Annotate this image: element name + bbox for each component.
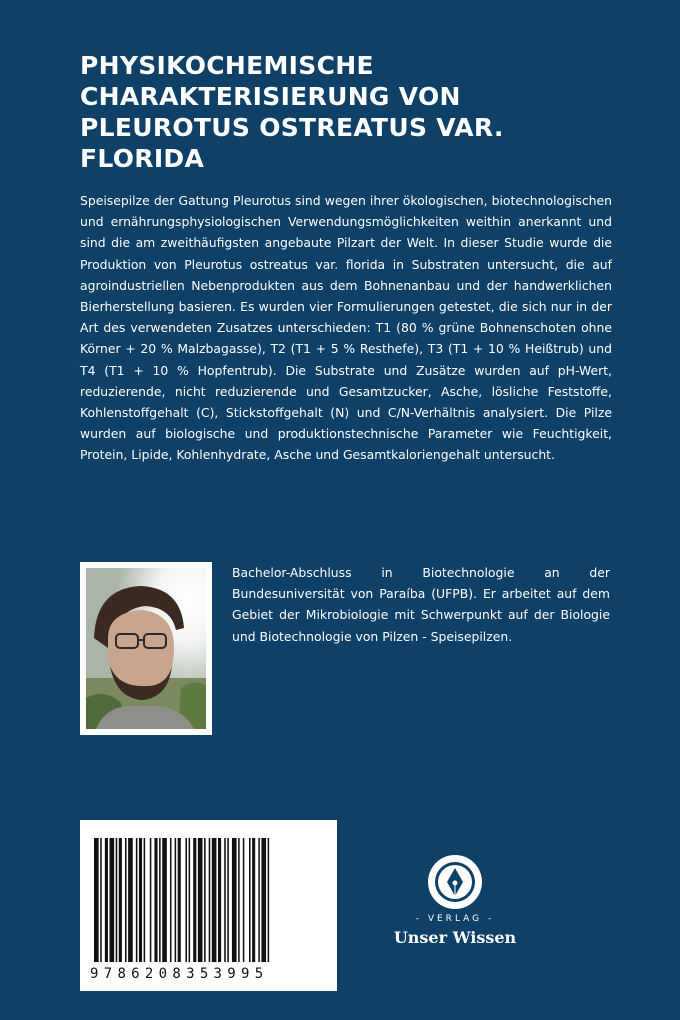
barcode-bar (252, 838, 255, 962)
barcode-bar (110, 838, 115, 962)
barcode-bar (175, 838, 177, 962)
barcode-bar (261, 838, 266, 962)
barcode-bar (243, 838, 245, 962)
barcode-bar (125, 838, 127, 962)
barcode-bar (159, 838, 161, 962)
barcode-bar (238, 838, 240, 962)
barcode-bar (268, 838, 270, 962)
barcode-bar (232, 838, 237, 962)
barcode-bar (185, 838, 187, 962)
barcode-bar (198, 838, 203, 962)
isbn-number: 9786208353995 (90, 966, 269, 982)
barcode-bar (178, 838, 181, 962)
publisher-label: - VERLAG - (415, 914, 495, 924)
barcode-bar (212, 838, 217, 962)
barcode-bar (128, 838, 133, 962)
barcode-bar (249, 838, 251, 962)
barcode-bar (139, 838, 142, 962)
barcode-bar (136, 838, 138, 962)
barcode-bar (224, 838, 226, 962)
barcode-bar (154, 838, 157, 962)
barcode-bar (227, 838, 229, 962)
barcode-bar (162, 838, 167, 962)
barcode-bar (189, 838, 191, 962)
barcode-bar (204, 838, 206, 962)
author-photo (80, 562, 212, 735)
barcode-bar (144, 838, 146, 962)
barcode-bar (170, 838, 172, 962)
author-photo-image (86, 568, 206, 729)
author-bio: Bachelor-Abschluss in Biotechnologie an der Bundesuniversität von Paraíba (UFPB). Er arbeitet auf dem Gebiet der Mikrobiologie mit Schwerpunkt auf der Biologie und Biotechnologie von Pilzen - Speisepilzen. (232, 565, 610, 644)
barcode-bar (116, 838, 118, 962)
barcode-bar (258, 838, 260, 962)
barcode-bar (218, 838, 221, 962)
abstract-text: Speisepilze der Gattung Pleurotus sind wegen ihrer ökologischen, biotechnologischen und ernährungsphysiologischen Verwendungsmöglichkeiten weithin anerkannt und sind die am zweithäufigsten angebaute Pilzart der Welt. In dieser Studie wurde die Produktion von Pleurotus ostreatus var. florida in Substraten untersucht, die auf agroindustriellen Nebenprodukten aus dem Bohnenanbau und der handwerklichen Bierherstellung basieren. Es wurden vier Formulierungen getestet, die sich nur in der Art des verwendeten Zusatzes unterschieden: T1 (80 % grüne Bohnenschoten ohne Körner + 20 % Malzbagasse), T2 (T1 + 5 % Resthefe), T3 (T1 + 10 % Heißtrub) und T4 (T1 + 10 % Hopfentrub). Die Substrate und Zusätze wurden auf pH-Wert, reduzierende, nicht reduzierende und Gesamtzucker, Asche, lösliche Feststoffe, Kohlenstoffgehalt (C), Stickstoffgehalt (N) und C/N-Verhältnis analysiert. Die Pilze wurden auf biologische und produktionstechnische Parameter wie Feuchtigkeit, Protein, Lipide, Kohlenhydrate, Asche und Gesamtkaloriengehalt untersucht. (80, 193, 612, 463)
barcode-bar (193, 838, 196, 962)
barcode-bar (150, 838, 152, 962)
barcode-bar (119, 838, 122, 962)
barcode-bar (100, 838, 102, 962)
barcode-bar (105, 838, 108, 962)
pen-nib-seal-icon (385, 852, 525, 912)
isbn-barcode (80, 820, 337, 991)
publisher-logo (385, 852, 525, 952)
publisher-name: Unser Wissen (393, 928, 517, 947)
barcode-bar (209, 838, 211, 962)
book-title: PHYSIKOCHEMISCHE CHARAKTERISIERUNG VON PLEUROTUS OSTREATUS VAR. FLORIDA (80, 51, 504, 173)
barcode-bar (94, 838, 99, 962)
